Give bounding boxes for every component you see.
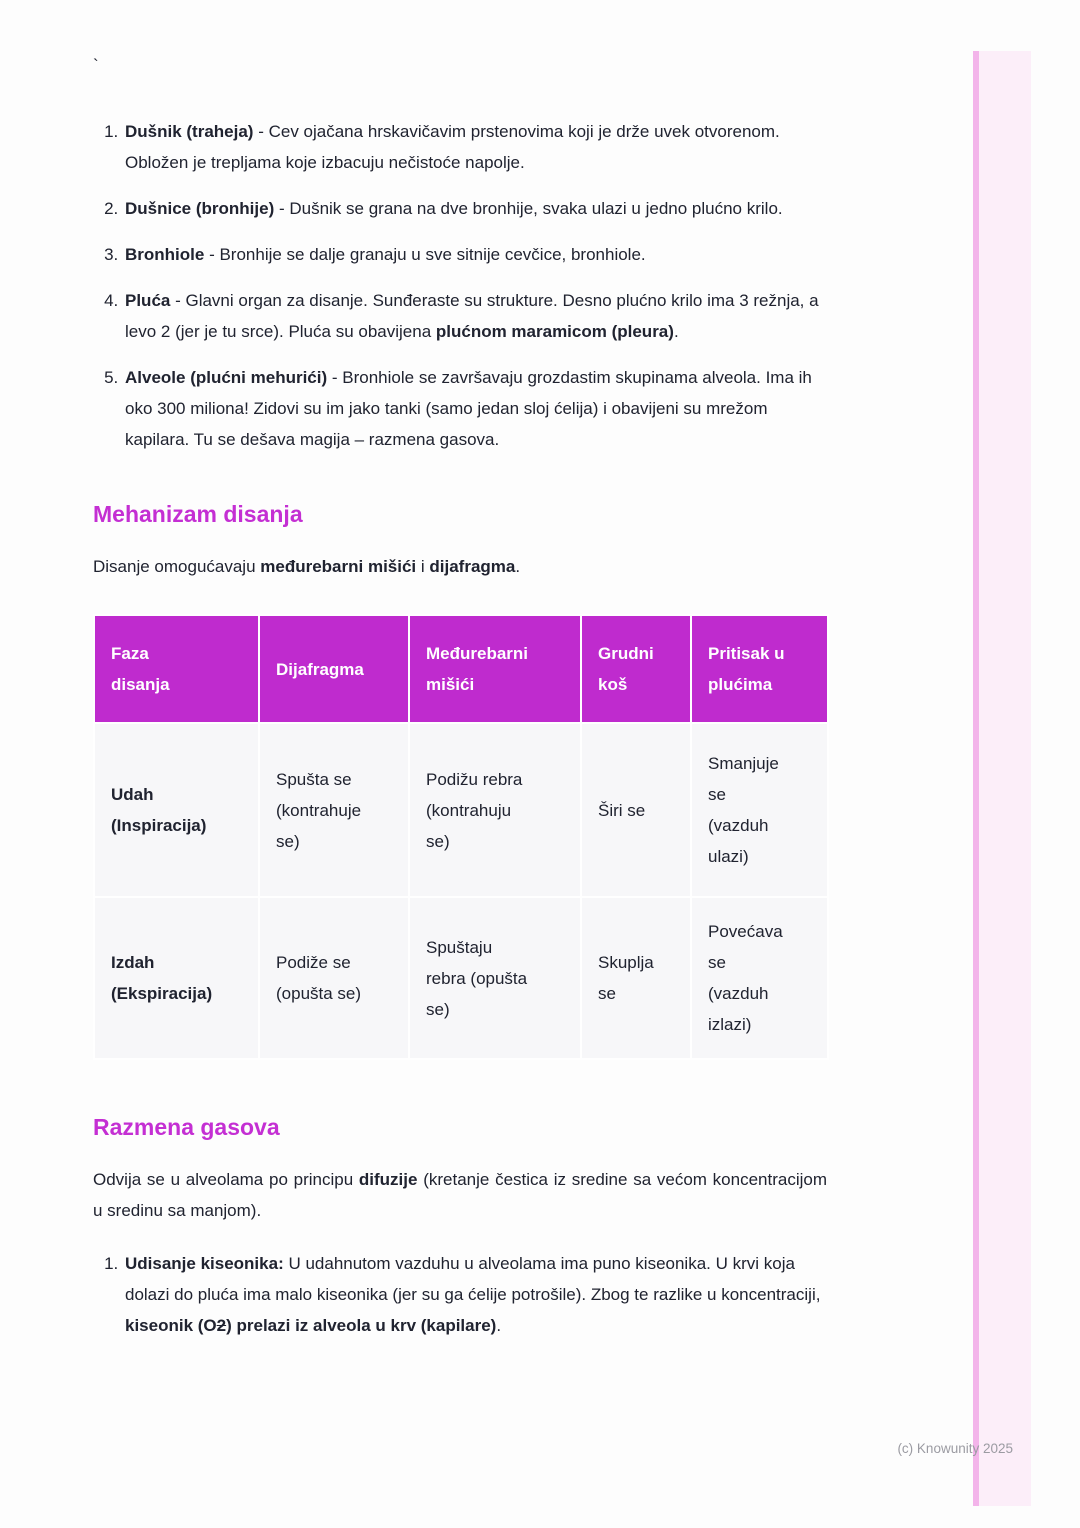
list-item — [123, 193, 827, 224]
table-header-cell — [409, 615, 581, 723]
text-segment: . — [673, 322, 679, 341]
text-segment: međurebarni mišići — [260, 557, 417, 576]
cell-text: Izdah (Ekspiracija) — [111, 953, 213, 1003]
cell-text: Spušta se (kontrahuje se) — [276, 769, 362, 851]
table-header-cell — [691, 615, 828, 723]
text-segment: - Glavni organ za disanje. Sunđeraste su strukture. Desno plućno krilo ima 3 režnja, a levo 2 (jer je tu srce). Pluća su obavijena — [125, 291, 819, 341]
text-segment: 2 — [216, 1316, 227, 1335]
table-header-cell — [94, 615, 259, 723]
text-segment: - Bronhije se dalje granaju u sve sitnije cevčice, bronhiole. — [204, 245, 646, 264]
table-header-label: Faza disanja — [111, 644, 170, 694]
table-cell — [691, 723, 828, 897]
table-header-cell — [259, 615, 409, 723]
text-segment: Alveole (plućni mehurići) — [125, 368, 328, 387]
text-segment: ) prelazi iz alveola u krv (kapilare) — [226, 1316, 497, 1335]
table-header-label: Međurebarni mišići — [426, 644, 529, 694]
table-cell — [409, 723, 581, 897]
text-segment: Bronhiole — [125, 245, 205, 264]
list-item — [123, 285, 827, 347]
text-segment: Odvija se u alveolama po principu — [93, 1170, 359, 1189]
cell-text: Širi se — [598, 801, 646, 820]
text-segment: Dušnice (bronhije) — [125, 199, 275, 218]
text-segment: . — [515, 557, 521, 576]
table-row — [94, 897, 828, 1059]
organ-list — [93, 116, 827, 455]
breathing-phases-table — [93, 614, 829, 1060]
table-cell — [581, 897, 691, 1059]
exchange-list — [93, 1248, 827, 1341]
table-cell-phase — [94, 897, 259, 1059]
table-cell — [259, 723, 409, 897]
text-segment: plućnom maramicom (pleura) — [435, 322, 674, 341]
footer-credit: (c) Knowunity 2025 — [897, 1441, 1013, 1456]
table-header-cell — [581, 615, 691, 723]
mechanism-intro — [93, 551, 827, 582]
table-cell-phase — [94, 723, 259, 897]
list-item — [123, 362, 827, 455]
table-cell — [259, 897, 409, 1059]
text-segment: Disanje omogućavaju — [93, 557, 261, 576]
text-segment: Pluća — [125, 291, 171, 310]
heading-mechanism: Mehanizam disanja — [93, 501, 303, 527]
cell-text: Podižu rebra (kontrahuju se) — [426, 769, 523, 851]
text-segment: difuzije — [358, 1170, 418, 1189]
document-content — [93, 50, 827, 1341]
cell-text: Podiže se (opušta se) — [276, 953, 362, 1003]
text-segment: Dušnik (traheja) — [125, 122, 254, 141]
text-segment: i — [416, 557, 430, 576]
page-edge-band — [979, 51, 1031, 1506]
table-row — [94, 723, 828, 897]
text-segment: dijafragma — [429, 557, 516, 576]
table-header-row — [94, 615, 828, 723]
text-segment: U udahnutom vazduhu u alveolama ima puno kiseonika. U krvi koja dolazi do pluća ima malo kiseonika (jer su ga ćelije potrošile). Zbog te razlike u koncentraciji, — [125, 1254, 821, 1304]
cell-text: Skuplja se — [598, 953, 654, 1003]
text-segment: . — [496, 1316, 502, 1335]
text-segment: (kretanje čestica iz sredine sa većom koncentracijom u sredinu sa manjom). — [93, 1170, 827, 1220]
text-segment: - Bronhiole se završavaju grozdastim skupinama alveola. Ima ih oko 300 miliona! Zidovi su im jako tanki (samo jedan sloj ćelija) i obavijeni su mrežom kapilara. Tu se dešava magija – razmena gasova. — [125, 368, 812, 449]
cell-text: Udah (Inspiracija) — [111, 785, 207, 835]
exchange-intro — [93, 1164, 827, 1226]
cell-text: Povećava se (vazduh izlazi) — [708, 922, 783, 1034]
table-body — [94, 723, 828, 1059]
text-segment: - Dušnik se grana na dve bronhije, svaka ulazi u jedno plućno krilo. — [274, 199, 783, 218]
table-cell — [409, 897, 581, 1059]
table-cell — [581, 723, 691, 897]
table-cell — [691, 897, 828, 1059]
text-segment: - Cev ojačana hrskavičavim prstenovima koji je drže uvek otvorenom. Obložen je trepljama koje izbacuju nečistoće napolje. — [125, 122, 780, 172]
cell-text: Smanjuje se (vazduh ulazi) — [708, 754, 779, 866]
heading-exchange: Razmena gasova — [93, 1114, 280, 1140]
list-item — [123, 1248, 827, 1341]
table-header-label: Dijafragma — [276, 660, 364, 679]
text-segment: kiseonik (O — [125, 1316, 217, 1335]
cell-text: Spuštaju rebra (opušta se) — [426, 937, 528, 1019]
table-header-label: Grudni koš — [598, 644, 654, 694]
list-item — [123, 239, 827, 270]
text-segment: Udisanje kiseonika: — [125, 1254, 284, 1273]
stray-backtick-text: ` — [93, 56, 99, 75]
list-item — [123, 116, 827, 178]
table-header-label: Pritisak u plućima — [708, 644, 785, 694]
